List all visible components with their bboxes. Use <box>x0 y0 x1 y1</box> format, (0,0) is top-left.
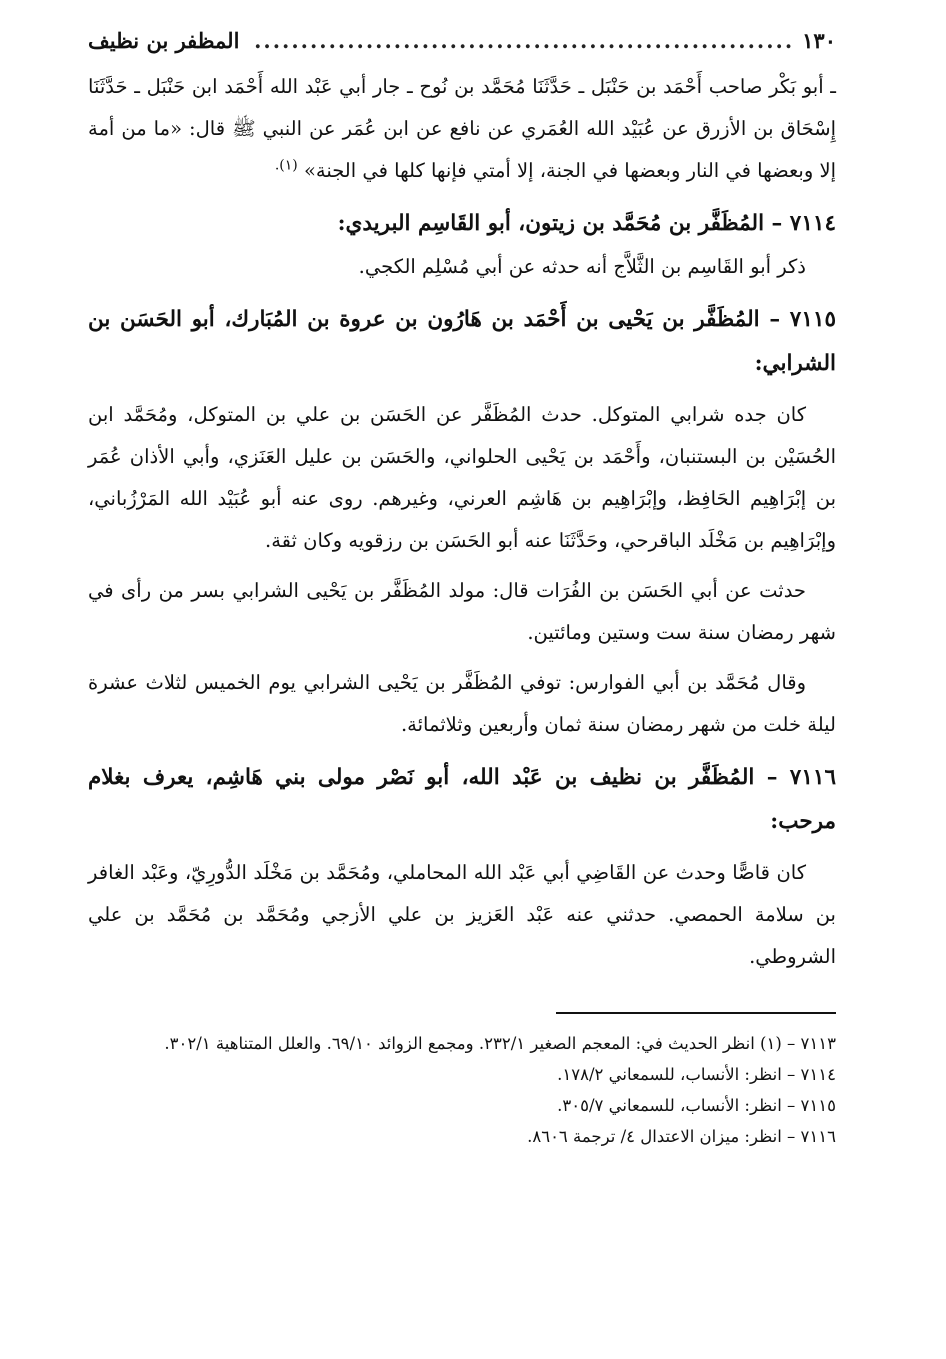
paragraph: كان جده شرابي المتوكل. حدث المُظَفَّر عن الحَسَن بن علي بن المتوكل، ومُحَمَّد ابن الحُسَيْن بن البستنبان، وأَحْمَد بن يَحْيى الحلواني، والحَسَن بن عليل العَنَزي، وأبي الأذان عُمَر بن إبْرَاهِيم الحَافِظ، وإبْرَاهِيم بن هَاشِم العرني، وغيرهم. روى عنه أبو عُبَيْد الله المَرْزُباني، وإبْرَاهِيم بن مَخْلَد الباقرحي، وحَدَّثَنَا عنه أبو الحَسَن بن رزقويه وكان ثقة. <box>88 403 836 552</box>
running-title: المظفر بن نظيف <box>88 28 240 53</box>
main-text <box>88 66 836 978</box>
page-header <box>88 28 836 62</box>
entry-title: ٧١١٤ – المُظَفَّر بن مُحَمَّد بن زيتون، أبو القَاسِم البريدي: <box>337 211 836 236</box>
footnote: ٧١١٤ – انظر: الأنساب، للسمعاني ١٧٨/٢. <box>557 1065 836 1084</box>
footnote: ٧١١٥ – انظر: الأنساب، للسمعاني ٣٠٥/٧. <box>557 1096 836 1115</box>
footnote-reference: (١). <box>274 157 298 174</box>
entry-title: ٧١١٥ – المُظَفَّر بن يَحْيى بن أَحْمَد بن هَارُون بن عروة بن المُبَارك، أبو الحَسَن بن الشرابي: <box>88 307 836 376</box>
paragraph: حدثت عن أبي الحَسَن بن الفُرَات قال: مولد المُظَفَّر بن يَحْيى الشرابي بسر من رأى في شهر رمضان سنة ست وستين ومائتين. <box>88 579 836 644</box>
paragraph: وقال مُحَمَّد بن أبي الفوارس: توفي المُظَفَّر بن يَحْيى الشرابي يوم الخميس لثلاث عشرة ليلة خلت من شهر رمضان سنة ثمان وأربعين وثلاثمائة. <box>88 671 836 736</box>
footnote: ٧١١٦ – انظر: ميزان الاعتدال ٤/ ترجمة ٨٦٠٦. <box>527 1127 836 1146</box>
page-number: ١٣٠ <box>802 28 836 53</box>
entry-title: ٧١١٦ – المُظَفَّر بن نظيف بن عَبْد الله، أبو نَصْر مولى بني هَاشِم، يعرف بغلام مرحب: <box>88 765 836 834</box>
paragraph: كان قاصًّا وحدث عن القَاضِي أبي عَبْد الله المحاملي، ومُحَمَّد بن مَخْلَد الدُّورِيّ، وعَبْد الغافر بن سلامة الحمصي. حدثني عنه عَبْد العَزيز بن علي الأزجي ومُحَمَّد بن مُحَمَّد بن علي الشروطي. <box>88 861 836 968</box>
footnote-separator <box>556 1012 836 1014</box>
paragraph: ـ أبو بَكْر صاحب أَحْمَد بن حَنْبَل ـ حَدَّثَنَا مُحَمَّد بن نُوح ـ جار أبي عَبْد الله أَحْمَد ابن حَنْبَل ـ حَدَّثَنَا إِسْحَاق بن الأزرق عن عُبَيْد الله العُمَري عن نافع عن ابن عُمَر عن النبي ﷺ قال: «ما من أمة إلا وبعضها في النار وبعضها في الجنة، إلا أمتي فإنها كلها في الجنة» $^{(١).}$ <box>88 75 836 182</box>
footnote: ٧١١٣ – (١) انظر الحديث في: المعجم الصغير ٢٣٢/١. ومجمع الزوائد ٦٩/١٠. والعلل المتناهية ٣٠٢/١. <box>164 1034 836 1053</box>
header-dots: .......................................................... <box>254 28 795 53</box>
paragraph: ذكر أبو القَاسِم بن الثَّلاَّج أنه حدثه عن أبي مُسْلِم الكجي. <box>358 255 806 278</box>
footnotes <box>88 1028 836 1152</box>
